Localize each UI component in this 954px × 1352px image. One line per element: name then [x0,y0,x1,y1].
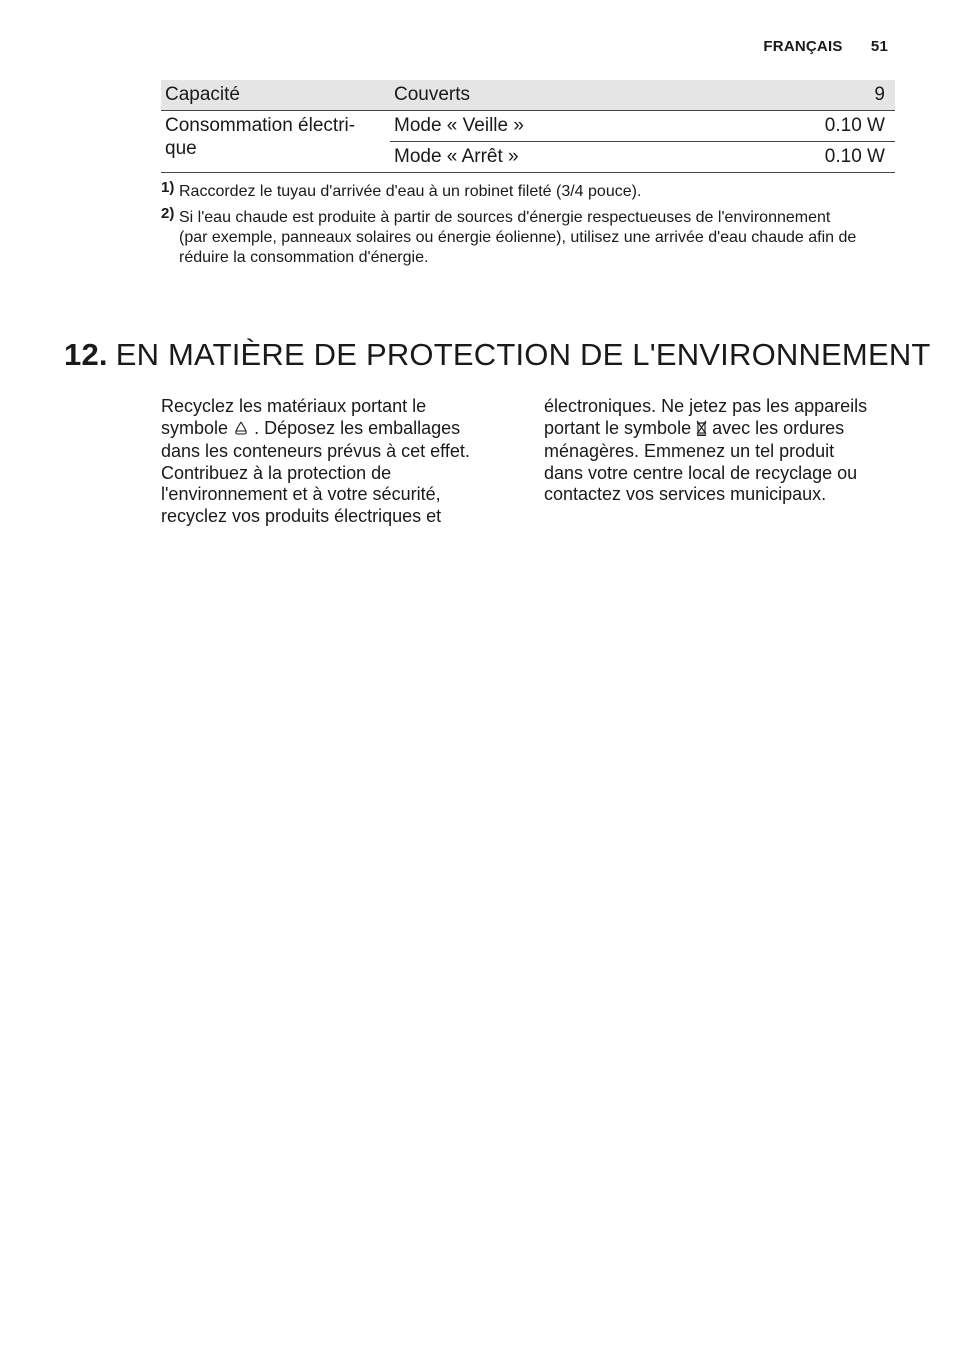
table-cell: 0.10 W [718,142,895,173]
page-number: 51 [870,38,888,55]
table-row [161,111,895,142]
body-column-right [544,396,874,506]
table-cell: Couverts [390,80,718,111]
table-row [161,80,895,111]
table-cell: 0.10 W [718,111,895,142]
body-column-left [161,396,491,527]
footnotes [161,179,861,274]
table-cell: Capacité [161,80,390,111]
table-cell: Mode « Arrêt » [390,142,718,173]
table-cell-line: que [165,138,197,159]
recycling-icon [233,420,249,442]
body-text: électroniques. Ne jetez pas les appareils portant le symbole [544,396,868,438]
table-cell-line: Consommation électri- [165,115,356,136]
body-text: . Déposez les emballages dans les conteneurs prévus à cet effet. [161,417,470,461]
footnote-text: Si l'eau chaude est produite à partir de sources d'énergie respectueuses de l'environnement (par exemple, panneaux solaires ou énergie éolienne), utilisez une arrivée d'eau chaude afin de réduire la consommation d'énergie. [179,209,857,266]
page-header [763,38,888,55]
section-title: EN MATIÈRE DE PROTECTION DE L'ENVIRONNEMENT [115,337,931,372]
footnote [161,205,861,268]
body-text: Recyclez les matériaux portant le symbole [161,396,427,438]
crossed-bin-icon [696,420,707,442]
language-label: FRANÇAIS [763,38,843,55]
body-text: Contribuez à la protection de l'environnement et à votre sécurité, recyclez vos produits électriques et [161,462,442,526]
body-text: avec les ordures ménagères. Emmenez un tel produit dans votre centre local de recyclage ou contactez vos services municipaux. [544,417,858,504]
footnote-number: 2) [161,205,175,222]
footnote [161,179,861,202]
table-cell [161,111,390,173]
footnote-text: Raccordez le tuyau d'arrivée d'eau à un robinet fileté (3/4 pouce). [179,183,642,200]
table-cell: 9 [718,80,895,111]
spec-table [161,80,895,173]
section-heading [64,337,931,373]
section-number: 12. [64,337,108,372]
table-cell: Mode « Veille » [390,111,718,142]
footnote-number: 1) [161,179,175,196]
